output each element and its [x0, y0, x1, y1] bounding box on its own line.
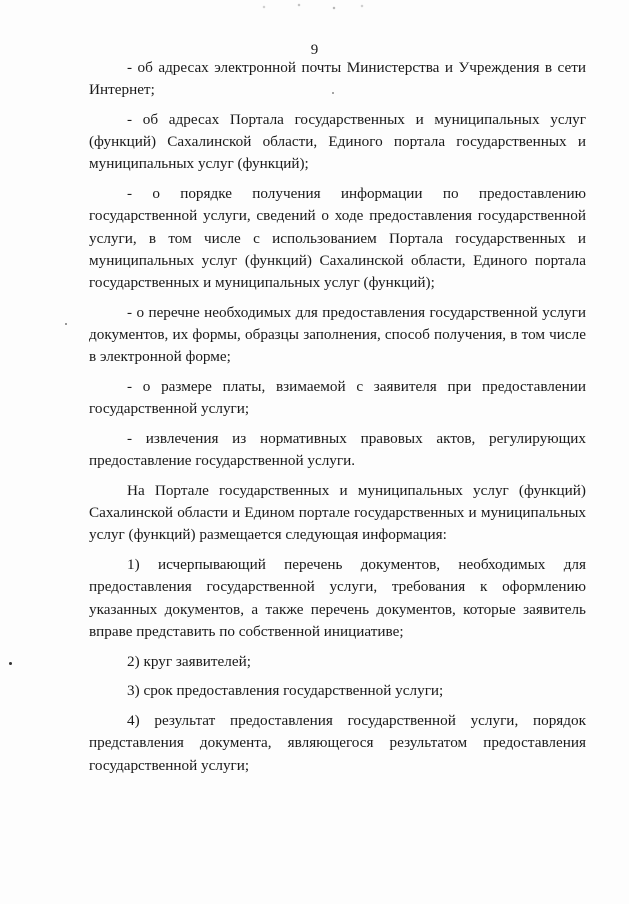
- scan-speck: [65, 323, 67, 325]
- paragraph-portal-information-intro: На Портале государственных и муниципальных услуг (функций) Сахалинской области и Едином портале государственных и муниципальных услуг (функций) размещается следующая информация:: [89, 482, 586, 544]
- list-item-2-applicants: 2) круг заявителей;: [127, 652, 251, 670]
- paragraph-email-addresses: - об адресах электронной почты Министерства и Учреждения в сети Интернет;: [89, 59, 586, 99]
- page-number: 9: [310, 42, 319, 58]
- scan-speck: [9, 662, 12, 665]
- list-item-1-documents: 1) исчерпывающий перечень документов, необходимых для предоставления государственной услуги, требования к оформлению указанных документов, а также перечень документов, которые заявитель вправе представить по собственной инициативе;: [89, 556, 586, 640]
- list-item-3-service-term: 3) срок предоставления государственной услуги;: [127, 682, 444, 700]
- scan-speck: [332, 92, 334, 94]
- scan-artifact: [250, 2, 390, 12]
- document-body: [89, 57, 586, 784]
- paragraph-legal-excerpts: - извлечения из нормативных правовых актов, регулирующих предоставление государственной услуги.: [89, 430, 586, 470]
- paragraph-portal-addresses: - об адресах Портала государственных и муниципальных услуг (функций) Сахалинской области, Единого портала государственных и муниципальных услуг (функций);: [89, 111, 586, 173]
- paragraph-fee-amount: - о размере платы, взимаемой с заявителя при предоставлении государственной услуги;: [89, 378, 586, 418]
- paragraph-information-procedure: - о порядке получения информации по предоставлению государственной услуги, сведений о ходе предоставления государственной услуги, в том числе с использованием Портала государственных и муниципальных услуг (функций) Сахалинской области, Единого портала государственных и муниципальных услуг (функций);: [89, 185, 586, 292]
- list-item-4-service-result: 4) результат предоставления государственной услуги, порядок представления документа, являющегося результатом предоставления государственной услуги;: [89, 712, 586, 774]
- paragraph-documents-list: - о перечне необходимых для предоставления государственной услуги документов, их формы, образцы заполнения, способ получения, в том числе в электронной форме;: [89, 303, 586, 366]
